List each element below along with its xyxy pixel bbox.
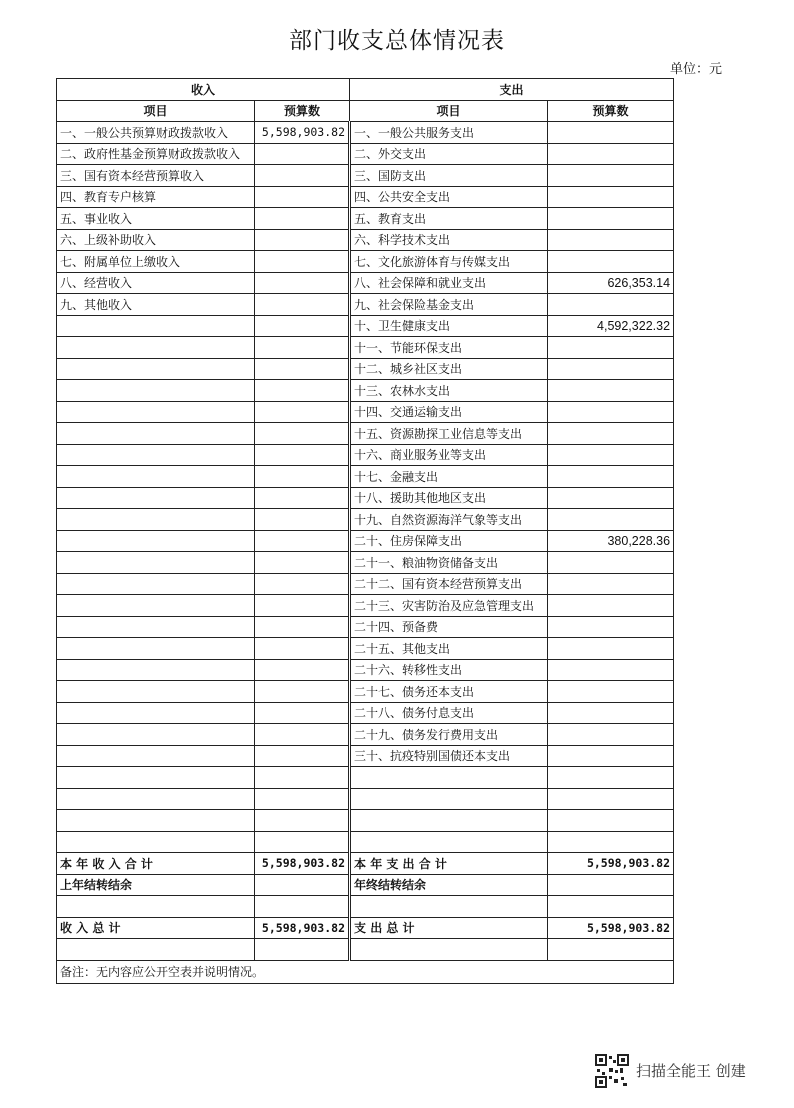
expense-budget-cell	[548, 487, 674, 509]
income-item-cell	[57, 831, 255, 853]
expense-budget-cell	[548, 595, 674, 617]
income-budget-cell	[255, 702, 350, 724]
year-income-total-value: 5,598,903.82	[255, 853, 350, 875]
income-item-cell	[57, 724, 255, 746]
expense-budget-cell	[548, 466, 674, 488]
expense-item-cell: 十五、资源勘探工业信息等支出	[350, 423, 548, 445]
table-row	[57, 552, 674, 574]
income-item-cell	[57, 552, 255, 574]
income-item-cell	[57, 767, 255, 789]
year-expense-total-label: 本 年 支 出 合 计	[350, 853, 548, 875]
expense-item-cell: 十八、援助其他地区支出	[350, 487, 548, 509]
income-budget-cell	[255, 788, 350, 810]
expense-budget-cell: 4,592,322.32	[548, 315, 674, 337]
expense-item-cell: 三十、抗疫特别国债还本支出	[350, 745, 548, 767]
income-item-cell: 二、政府性基金预算财政拨款收入	[57, 143, 255, 165]
expense-budget-cell	[548, 702, 674, 724]
table-row	[57, 122, 674, 144]
income-budget-cell	[255, 509, 350, 531]
income-budget-cell	[255, 380, 350, 402]
table-row	[57, 380, 674, 402]
table-row	[57, 509, 674, 531]
income-item-cell: 六、上级补助收入	[57, 229, 255, 251]
expense-budget-cell	[548, 573, 674, 595]
table-row	[57, 358, 674, 380]
carry-row	[57, 874, 674, 896]
qr-code-icon	[595, 1054, 629, 1088]
unit-label: 单位：元	[669, 62, 722, 77]
income-budget-cell	[255, 681, 350, 703]
income-item-cell	[57, 401, 255, 423]
expense-item-cell: 二十四、预备费	[350, 616, 548, 638]
expense-budget-cell	[548, 165, 674, 187]
expense-budget-cell	[548, 251, 674, 273]
expense-item-cell	[350, 810, 548, 832]
income-item-cell: 五、事业收入	[57, 208, 255, 230]
table-row	[57, 659, 674, 681]
expense-item-cell: 十二、城乡社区支出	[350, 358, 548, 380]
table-row	[57, 831, 674, 853]
income-budget-cell	[255, 143, 350, 165]
table-row	[57, 616, 674, 638]
table-row	[57, 208, 674, 230]
total-expense-value: 5,598,903.82	[548, 917, 674, 939]
income-budget-cell	[255, 487, 350, 509]
carry-out-label: 年终结转结余	[350, 874, 548, 896]
expense-item-cell: 二十、住房保障支出	[350, 530, 548, 552]
year-total-row	[57, 853, 674, 875]
income-budget-cell	[255, 573, 350, 595]
expense-item-cell: 二十一、粮油物资储备支出	[350, 552, 548, 574]
expense-item-cell: 二十六、转移性支出	[350, 659, 548, 681]
income-item-cell: 三、国有资本经营预算收入	[57, 165, 255, 187]
expense-item-cell: 四、公共安全支出	[350, 186, 548, 208]
income-item-cell	[57, 745, 255, 767]
income-item-cell	[57, 659, 255, 681]
income-item-cell	[57, 487, 255, 509]
blank-row	[57, 896, 674, 918]
income-item-cell	[57, 509, 255, 531]
income-budget-cell	[255, 337, 350, 359]
income-budget-cell	[255, 358, 350, 380]
expense-budget-cell	[548, 788, 674, 810]
income-item-cell	[57, 315, 255, 337]
income-item-cell: 八、经营收入	[57, 272, 255, 294]
table-row	[57, 143, 674, 165]
table-row	[57, 294, 674, 316]
expense-item-cell: 二十三、灾害防治及应急管理支出	[350, 595, 548, 617]
table-row	[57, 315, 674, 337]
table-row	[57, 165, 674, 187]
scanner-watermark: 扫描全能王 创建	[636, 1062, 746, 1080]
table-row	[57, 530, 674, 552]
income-budget-cell	[255, 530, 350, 552]
income-budget-cell	[255, 208, 350, 230]
expense-item-cell: 二十五、其他支出	[350, 638, 548, 660]
blank-row	[57, 939, 674, 961]
table-row	[57, 573, 674, 595]
table-row	[57, 186, 674, 208]
income-budget-cell	[255, 831, 350, 853]
income-item-cell: 七、附属单位上缴收入	[57, 251, 255, 273]
table-row	[57, 423, 674, 445]
income-item-cell	[57, 358, 255, 380]
income-item-cell: 四、教育专户核算	[57, 186, 255, 208]
income-budget-cell	[255, 401, 350, 423]
carry-in-label: 上年结转结余	[57, 874, 255, 896]
income-budget-cell	[255, 745, 350, 767]
expense-budget-cell	[548, 294, 674, 316]
expense-budget-cell	[548, 724, 674, 746]
page-title: 部门收支总体情况表	[289, 28, 505, 54]
expense-item-cell	[350, 788, 548, 810]
income-budget-cell	[255, 294, 350, 316]
carry-out-value	[548, 874, 674, 896]
income-budget-cell	[255, 315, 350, 337]
income-budget-cell	[255, 444, 350, 466]
note-text: 备注：无内容应公开空表并说明情况。	[57, 960, 674, 983]
table-row	[57, 767, 674, 789]
expense-budget-cell	[548, 380, 674, 402]
table-row	[57, 229, 674, 251]
column-header-row	[57, 100, 674, 122]
expense-item-cell: 一、一般公共服务支出	[350, 122, 548, 144]
expense-item-cell: 十七、金融支出	[350, 466, 548, 488]
expense-budget-cell	[548, 337, 674, 359]
expense-item-cell: 十、卫生健康支出	[350, 315, 548, 337]
expense-budget-cell	[548, 509, 674, 531]
expense-budget-cell	[548, 638, 674, 660]
income-budget-cell	[255, 595, 350, 617]
expense-budget-header: 预算数	[548, 100, 674, 122]
income-budget-cell	[255, 251, 350, 273]
expense-budget-cell	[548, 444, 674, 466]
expense-item-cell: 九、社会保险基金支出	[350, 294, 548, 316]
income-budget-cell	[255, 272, 350, 294]
expense-item-cell: 十九、自然资源海洋气象等支出	[350, 509, 548, 531]
income-budget-cell	[255, 186, 350, 208]
expense-item-cell: 十六、商业服务业等支出	[350, 444, 548, 466]
expense-budget-cell	[548, 122, 674, 144]
expense-budget-cell	[548, 810, 674, 832]
expense-budget-cell	[548, 401, 674, 423]
table-row	[57, 702, 674, 724]
section-header-row	[57, 79, 674, 101]
expense-budget-cell: 380,228.36	[548, 530, 674, 552]
income-budget-cell	[255, 423, 350, 445]
table-body	[57, 122, 674, 853]
table-row	[57, 444, 674, 466]
income-item-cell	[57, 337, 255, 359]
expense-item-cell: 八、社会保障和就业支出	[350, 272, 548, 294]
income-item-cell	[57, 573, 255, 595]
income-item-cell	[57, 444, 255, 466]
year-expense-total-value: 5,598,903.82	[548, 853, 674, 875]
income-item-cell: 九、其他收入	[57, 294, 255, 316]
expense-item-cell: 十一、节能环保支出	[350, 337, 548, 359]
table-row	[57, 724, 674, 746]
table-row	[57, 810, 674, 832]
expense-budget-cell	[548, 831, 674, 853]
expense-budget-cell	[548, 552, 674, 574]
table-row	[57, 401, 674, 423]
table-row	[57, 337, 674, 359]
expense-item-cell	[350, 767, 548, 789]
carry-in-value	[255, 874, 350, 896]
table-row	[57, 487, 674, 509]
table-row	[57, 251, 674, 273]
income-budget-cell	[255, 552, 350, 574]
expense-item-cell	[350, 831, 548, 853]
income-budget-cell	[255, 638, 350, 660]
expense-item-cell: 十三、农林水支出	[350, 380, 548, 402]
expense-budget-cell	[548, 616, 674, 638]
total-income-value: 5,598,903.82	[255, 917, 350, 939]
expense-budget-cell	[548, 186, 674, 208]
income-item-cell	[57, 810, 255, 832]
income-item-cell	[57, 702, 255, 724]
totals-body	[57, 853, 674, 984]
expense-budget-cell	[548, 358, 674, 380]
table-row	[57, 745, 674, 767]
expense-section-header: 支出	[350, 79, 674, 101]
expense-item-cell: 十四、交通运输支出	[350, 401, 548, 423]
income-item-cell	[57, 638, 255, 660]
expense-budget-cell	[548, 681, 674, 703]
income-item-cell	[57, 466, 255, 488]
income-item-cell	[57, 788, 255, 810]
table-row	[57, 595, 674, 617]
expense-budget-cell	[548, 229, 674, 251]
income-item-cell	[57, 530, 255, 552]
total-expense-label: 支 出 总 计	[350, 917, 548, 939]
note-row	[57, 960, 674, 983]
income-budget-cell	[255, 724, 350, 746]
income-budget-cell	[255, 466, 350, 488]
income-budget-cell	[255, 229, 350, 251]
expense-budget-cell	[548, 143, 674, 165]
table-row	[57, 466, 674, 488]
expense-item-cell: 二十九、债务发行费用支出	[350, 724, 548, 746]
expense-budget-cell	[548, 767, 674, 789]
income-budget-cell: 5,598,903.82	[255, 122, 350, 144]
income-budget-cell	[255, 616, 350, 638]
year-income-total-label: 本 年 收 入 合 计	[57, 853, 255, 875]
income-budget-cell	[255, 659, 350, 681]
expense-item-cell: 二十八、债务付息支出	[350, 702, 548, 724]
income-budget-cell	[255, 767, 350, 789]
income-budget-header: 预算数	[255, 100, 350, 122]
income-item-cell: 一、一般公共预算财政拨款收入	[57, 122, 255, 144]
expense-item-cell: 二十七、债务还本支出	[350, 681, 548, 703]
income-section-header: 收入	[57, 79, 350, 101]
expense-item-cell: 三、国防支出	[350, 165, 548, 187]
income-budget-cell	[255, 165, 350, 187]
budget-table	[56, 78, 674, 984]
total-income-label: 收 入 总 计	[57, 917, 255, 939]
expense-item-cell: 二十二、国有资本经营预算支出	[350, 573, 548, 595]
income-budget-cell	[255, 810, 350, 832]
income-item-cell	[57, 423, 255, 445]
expense-budget-cell	[548, 208, 674, 230]
expense-budget-cell	[548, 659, 674, 681]
income-item-header: 项目	[57, 100, 255, 122]
table-row	[57, 272, 674, 294]
expense-budget-cell	[548, 745, 674, 767]
expense-item-cell: 二、外交支出	[350, 143, 548, 165]
expense-item-cell: 五、教育支出	[350, 208, 548, 230]
grand-total-row	[57, 917, 674, 939]
expense-item-header: 项目	[350, 100, 548, 122]
income-item-cell	[57, 595, 255, 617]
table-row	[57, 681, 674, 703]
income-item-cell	[57, 681, 255, 703]
table-row	[57, 638, 674, 660]
expense-item-cell: 六、科学技术支出	[350, 229, 548, 251]
expense-budget-cell	[548, 423, 674, 445]
expense-budget-cell: 626,353.14	[548, 272, 674, 294]
income-item-cell	[57, 616, 255, 638]
income-item-cell	[57, 380, 255, 402]
table-row	[57, 788, 674, 810]
expense-item-cell: 七、文化旅游体育与传媒支出	[350, 251, 548, 273]
